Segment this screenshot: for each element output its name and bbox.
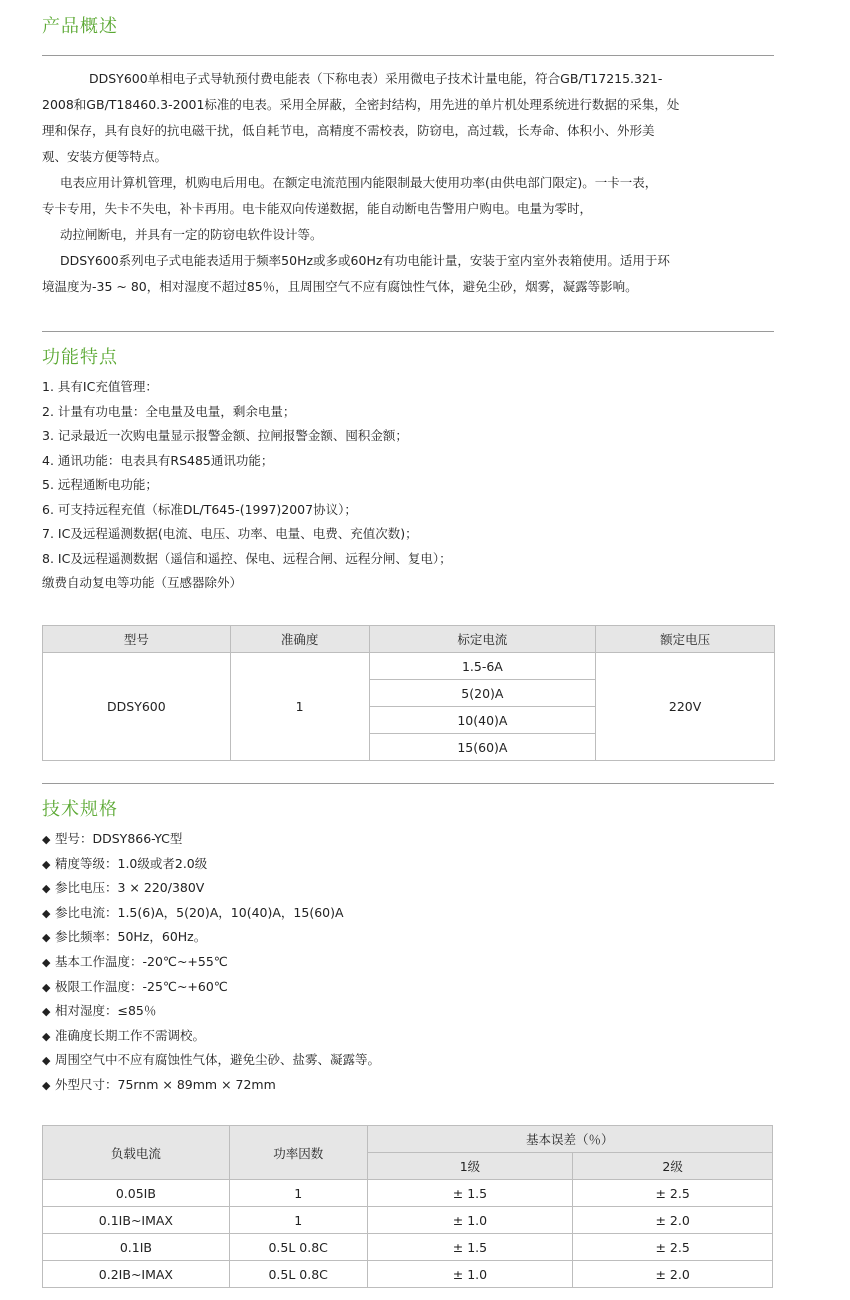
diamond-bullet-icon: ◆ bbox=[42, 955, 51, 969]
diamond-bullet-icon: ◆ bbox=[42, 833, 51, 846]
diamond-bullet-icon: ◆ bbox=[42, 1078, 51, 1092]
diamond-bullet-icon: ◆ bbox=[42, 931, 51, 945]
header-load-current: 负载电流 bbox=[43, 1126, 230, 1180]
specs-list bbox=[42, 827, 380, 1098]
cell-class1: ± 1.5 bbox=[367, 1180, 573, 1207]
cell-pf: 0.5L 0.8C bbox=[229, 1234, 367, 1261]
header-rated-voltage: 额定电压 bbox=[596, 626, 775, 653]
overview-line: 专卡专用，失卡不失电，补卡再用。电卡能双向传递数据，能自动断电告警用户购电。电量为零时， bbox=[42, 201, 593, 216]
section-divider bbox=[42, 783, 774, 784]
cell-load: 0.1IB bbox=[43, 1234, 230, 1261]
cell-class2: ± 2.5 bbox=[573, 1180, 773, 1207]
overview-line: 境温度为-35 ~ 80，相对湿度不超过85％，且周围空气不应有腐蚀性气体，避免尘砂，烟雾，凝露等影响。 bbox=[42, 279, 638, 294]
diamond-bullet-icon: ◆ bbox=[42, 906, 51, 920]
cell-class1: ± 1.0 bbox=[367, 1261, 573, 1288]
diamond-bullet-icon: ◆ bbox=[42, 980, 51, 994]
feature-item: 1. 具有IC充值管理： bbox=[42, 379, 158, 394]
overview-line: DDSY600系列电子式电能表适用于频率50Hz或多或60Hz有功电能计量，安装于室内室外表箱使用。适用于环 bbox=[60, 253, 670, 268]
header-model: 型号 bbox=[43, 626, 231, 653]
cell-current: 5(20)A bbox=[369, 680, 596, 707]
diamond-bullet-icon: ◆ bbox=[42, 857, 51, 871]
spec-item bbox=[42, 975, 380, 1000]
table-row bbox=[43, 1180, 773, 1207]
feature-item: 6. 可支持远程充值（标准DL/T645-(1997)2007协议）； bbox=[42, 501, 357, 517]
cell-pf: 1 bbox=[229, 1180, 367, 1207]
model-table bbox=[42, 625, 775, 761]
section-title-overview: 产品概述 bbox=[42, 16, 118, 37]
feature-item: 8. IC及远程遥测数据（遥信和遥控、保电、远程合闸、远程分闸、复电）； bbox=[42, 550, 452, 566]
cell-pf: 1 bbox=[229, 1207, 367, 1234]
table-row bbox=[43, 1234, 773, 1261]
feature-item: 5. 远程通断电功能； bbox=[42, 477, 158, 492]
overview-line: 动拉闸断电，并具有一定的防窃电软件设计等。 bbox=[60, 227, 323, 242]
cell-load: 0.05IB bbox=[43, 1180, 230, 1207]
spec-item bbox=[42, 876, 380, 901]
overview-line: 电表应用计算机管理，机购电后用电。在额定电流范围内能限制最大使用功率(由供电部门限定)。一卡一表， bbox=[60, 175, 658, 190]
spec-item bbox=[42, 852, 380, 877]
header-class-1: 1级 bbox=[367, 1153, 573, 1180]
cell-class2: ± 2.5 bbox=[573, 1234, 773, 1261]
cell-current: 1.5-6A bbox=[369, 653, 596, 680]
spec-item bbox=[42, 950, 380, 975]
header-basic-error: 基本误差（％） bbox=[367, 1126, 772, 1153]
spec-item bbox=[42, 901, 380, 926]
spec-text: 参比电压：3 × 220/380V bbox=[55, 880, 205, 896]
header-accuracy: 准确度 bbox=[230, 626, 369, 653]
spec-text: 相对湿度：≤85％ bbox=[55, 1003, 157, 1019]
overview-line: 2008和GB/T18460.3-2001标准的电表。采用全屏蔽，全密封结构，用先进的单片机处理系统进行数据的采集，处 bbox=[42, 97, 680, 112]
spec-item bbox=[42, 1024, 380, 1049]
spec-text: 外型尺寸：75rnm × 89mm × 72mm bbox=[55, 1076, 276, 1092]
spec-text: 参比电流：1.5(6)A，5(20)A，10(40)A，15(60)A bbox=[55, 904, 344, 920]
overview-line: 理和保存，具有良好的抗电磁干扰，低自耗节电，高精度不需校表，防窃电，高过载，长寿命、体积小、外形美 bbox=[42, 123, 655, 138]
spec-item bbox=[42, 827, 380, 852]
section-title-features: 功能特点 bbox=[42, 347, 118, 368]
overview-line: 观、安装方便等特点。 bbox=[42, 149, 168, 164]
spec-item bbox=[42, 1073, 380, 1098]
cell-pf: 0.5L 0.8C bbox=[229, 1261, 367, 1288]
error-table bbox=[42, 1125, 773, 1288]
feature-item: 4. 通讯功能：电表具有RS485通讯功能； bbox=[42, 452, 274, 468]
spec-item bbox=[42, 925, 380, 950]
header-class-2: 2级 bbox=[573, 1153, 773, 1180]
overview-paragraph bbox=[42, 66, 777, 300]
diamond-bullet-icon: ◆ bbox=[42, 882, 51, 896]
spec-text: 精度等级：1.0级或者2.0级 bbox=[55, 855, 208, 871]
feature-item: 7. IC及远程遥测数据(电流、电压、功率、电量、电费、充值次数)； bbox=[42, 526, 418, 541]
spec-text: 准确度长期工作不需调校。 bbox=[55, 1027, 206, 1043]
header-power-factor: 功率因数 bbox=[229, 1126, 367, 1180]
diamond-bullet-icon: ◆ bbox=[42, 1054, 51, 1068]
section-title-specs: 技术规格 bbox=[42, 799, 118, 820]
cell-current: 10(40)A bbox=[369, 707, 596, 734]
spec-text: 型号：DDSY866-YC型 bbox=[55, 831, 183, 846]
cell-load: 0.2IB~IMAX bbox=[43, 1261, 230, 1288]
header-rated-current: 标定电流 bbox=[369, 626, 596, 653]
section-divider bbox=[42, 55, 774, 56]
spec-text: 参比频率：50Hz，60Hz。 bbox=[55, 929, 207, 945]
section-divider bbox=[42, 331, 774, 332]
table-row bbox=[43, 1261, 773, 1288]
diamond-bullet-icon: ◆ bbox=[42, 1005, 51, 1019]
table-row bbox=[43, 1207, 773, 1234]
feature-item: 3. 记录最近一次购电量显示报警金额、拉闸报警金额、囤积金额； bbox=[42, 428, 408, 443]
cell-class2: ± 2.0 bbox=[573, 1261, 773, 1288]
overview-line: DDSY600单相电子式导轨预付费电能表（下称电表）采用微电子技术计量电能，符合GB/T17215.321- bbox=[89, 71, 663, 86]
feature-item: 2. 计量有功电量：全电量及电量，剩余电量； bbox=[42, 403, 296, 419]
cell-model: DDSY600 bbox=[43, 653, 231, 761]
spec-text: 基本工作温度：-20℃~+55℃ bbox=[55, 953, 228, 969]
cell-class1: ± 1.0 bbox=[367, 1207, 573, 1234]
cell-class1: ± 1.5 bbox=[367, 1234, 573, 1261]
spec-item bbox=[42, 999, 380, 1024]
cell-accuracy: 1 bbox=[230, 653, 369, 761]
feature-item: 缴费自动复电等功能（互感器除外） bbox=[42, 575, 243, 590]
cell-voltage: 220V bbox=[596, 653, 775, 761]
spec-item bbox=[42, 1048, 380, 1073]
cell-load: 0.1IB~IMAX bbox=[43, 1207, 230, 1234]
cell-class2: ± 2.0 bbox=[573, 1207, 773, 1234]
spec-text: 周围空气中不应有腐蚀性气体，避免尘砂、盐雾、凝露等。 bbox=[55, 1052, 381, 1068]
spec-text: 极限工作温度：-25℃~+60℃ bbox=[55, 978, 228, 994]
features-list bbox=[42, 375, 452, 596]
cell-current: 15(60)A bbox=[369, 734, 596, 761]
diamond-bullet-icon: ◆ bbox=[42, 1029, 51, 1043]
